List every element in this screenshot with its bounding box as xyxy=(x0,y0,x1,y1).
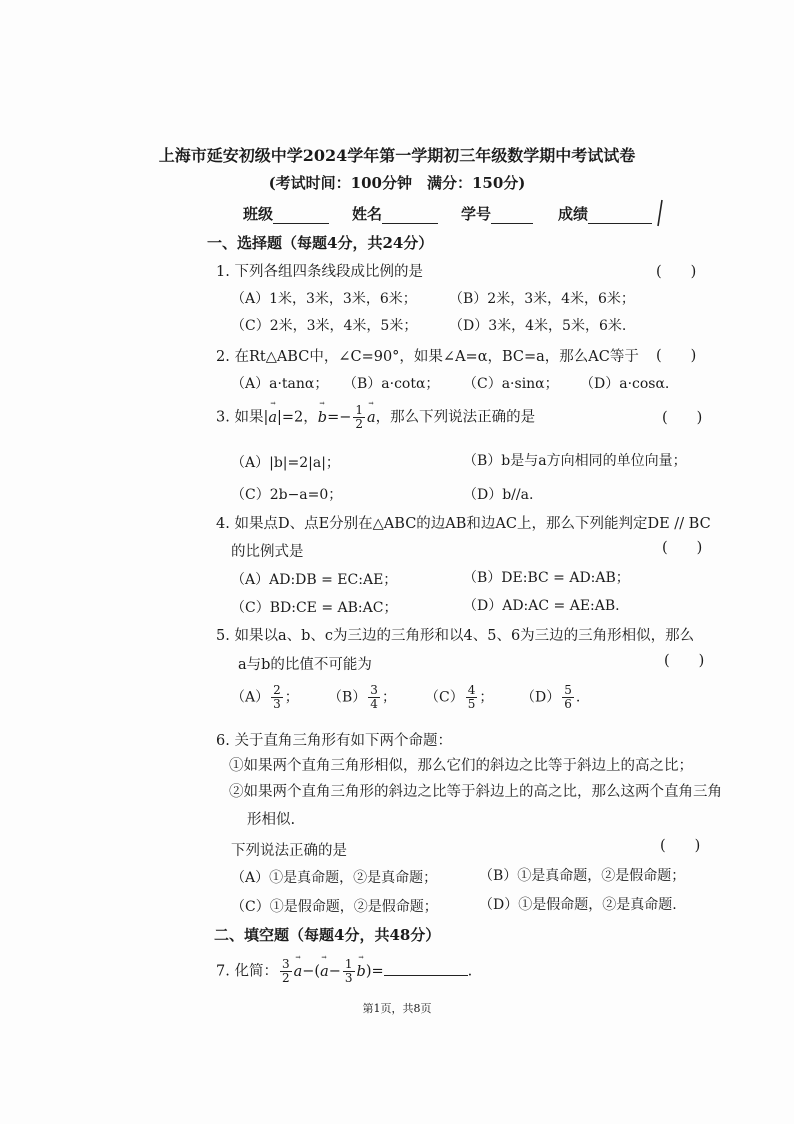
q3-option-c: （C）2b−a=0； xyxy=(231,487,343,503)
q5-option-b-fraction xyxy=(368,684,380,711)
name-blank xyxy=(382,209,438,224)
q5-d-num: 5 xyxy=(564,683,572,697)
q5-option-a-fraction xyxy=(271,684,283,711)
q3-stem xyxy=(216,404,535,431)
q1-stem: 1. 下列各组四条线段成比例的是 xyxy=(216,264,423,280)
name-label: 姓名 xyxy=(352,205,383,223)
exam-subtitle: (考试时间：100分钟 满分：150分) xyxy=(268,174,526,192)
score-label: 成绩 xyxy=(558,205,589,223)
q2-stem: 2. 在Rt△ABC中，∠C=90°，如果∠A=α，BC=a，那么AC等于 xyxy=(216,349,639,365)
vector-a-2: → a xyxy=(367,410,376,426)
q5-option-d xyxy=(521,684,580,711)
q7-mid: −( xyxy=(302,963,321,980)
q5-b-den: 4 xyxy=(370,697,378,711)
q7-minus: − xyxy=(328,963,341,980)
q2-option-c: （C）a·sinα； xyxy=(463,376,559,392)
section-choice-heading: 一、选择题（每题4分，共24分） xyxy=(207,234,434,252)
q3-option-b: （B）b是与a方向相同的单位向量； xyxy=(463,453,687,469)
q7-answer-blank[interactable] xyxy=(384,963,468,976)
q5-stem-line2: a与b的比值不可能为 xyxy=(238,657,372,673)
q6-proposition-2-line2: 形相似. xyxy=(247,812,296,828)
q6-option-c: （C）①是假命题，②是假命题； xyxy=(231,899,438,915)
score-field xyxy=(558,203,652,224)
q5-b-sep: ； xyxy=(381,689,396,706)
q5-option-d-label: （D） xyxy=(521,689,561,706)
q7-n1: 3 xyxy=(281,957,290,971)
q3-stem-mid: |=2， xyxy=(277,409,318,426)
q5-option-b xyxy=(328,684,396,711)
q6-answer-paren: ( ) xyxy=(660,838,701,854)
q5-c-num: 4 xyxy=(467,683,476,697)
q3-stem-tail: ，那么下列说法正确的是 xyxy=(375,409,536,426)
q7-vector-a-2: → a xyxy=(320,964,329,980)
q5-a-num: 2 xyxy=(273,683,281,697)
q6-proposition-2-line1: ②如果两个直角三角形的斜边之比等于斜边上的高之比，那么这两个直角三角 xyxy=(229,784,722,800)
q4-option-b: （B）DE:BC = AD:AB； xyxy=(463,570,630,586)
q1-option-c: （C）2米，3米，4米，5米； xyxy=(231,318,418,334)
q7-fraction-2 xyxy=(343,958,355,985)
q6-ask: 下列说法正确的是 xyxy=(231,843,347,859)
student-id-field xyxy=(461,203,533,224)
q4-option-d: （D）AD:AC = AE:AB. xyxy=(463,598,620,614)
q5-option-b-label: （B） xyxy=(328,689,367,706)
q7-vector-a: → a xyxy=(294,964,303,980)
q3-stem-pre: 3. 如果| xyxy=(216,409,269,426)
q2-option-a: （A）a·tanα； xyxy=(231,376,329,392)
q4-stem-line2: 的比例式是 xyxy=(231,544,304,560)
q5-option-a-label: （A） xyxy=(231,689,270,706)
q4-option-c: （C）BD:CE = AB:AC； xyxy=(231,600,398,616)
q6-proposition-1: ①如果两个直角三角形相似，那么它们的斜边之比等于斜边上的高之比； xyxy=(229,758,693,774)
q7-vector-b: → b xyxy=(357,964,366,980)
class-field xyxy=(243,203,329,224)
q5-b-num: 3 xyxy=(370,683,378,697)
pen-stroke-mark xyxy=(652,198,668,228)
q6-option-b: （B）①是真命题，②是假命题； xyxy=(479,868,686,884)
q7-close: )= xyxy=(365,963,384,980)
q5-option-c-label: （C） xyxy=(425,689,464,706)
q7-fraction-1 xyxy=(280,958,292,985)
class-label: 班级 xyxy=(243,205,274,223)
q6-option-d: （D）①是假命题，②是真命题. xyxy=(479,897,677,913)
q5-option-c-fraction xyxy=(466,684,478,711)
q4-stem-line1: 4. 如果点D、点E分别在△ABC的边AB和边AC上，那么下列能判定DE // BC xyxy=(216,516,711,532)
q5-d-end: . xyxy=(575,689,581,706)
class-blank xyxy=(273,209,329,224)
q7-n2: 1 xyxy=(344,957,353,971)
student-id-blank xyxy=(491,209,533,224)
q3-option-a: （A）|b|=2|a|； xyxy=(231,455,340,471)
q5-stem-line1: 5. 如果以a、b、c为三边的三角形和以4、5、6为三边的三角形相似，那么 xyxy=(216,628,695,644)
q6-stem: 6. 关于直角三角形有如下两个命题： xyxy=(216,733,452,749)
q1-option-b: （B）2米，3米，4米，6米； xyxy=(449,291,635,307)
q3-frac-num: 1 xyxy=(355,403,364,417)
q7-pre: 7. 化简： xyxy=(216,963,278,980)
q1-answer-paren: ( ) xyxy=(656,264,697,280)
q5-option-a xyxy=(231,684,299,711)
q5-option-d-fraction xyxy=(562,684,574,711)
vector-b: → b xyxy=(318,410,327,426)
q3-stem-eq: =− xyxy=(327,409,352,426)
q7-stem xyxy=(216,958,472,985)
q5-d-den: 6 xyxy=(564,697,572,711)
q4-option-a: （A）AD:DB = EC:AE； xyxy=(231,572,398,588)
q4-answer-paren: ( ) xyxy=(662,540,703,556)
q3-option-d: （D）b//a. xyxy=(463,487,534,503)
section-fill-heading: 二、填空题（每题4分，共48分） xyxy=(214,926,441,944)
q5-c-den: 5 xyxy=(467,697,476,711)
q5-a-sep: ； xyxy=(284,689,299,706)
q3-fraction xyxy=(353,404,365,431)
score-blank xyxy=(588,209,652,224)
exam-title: 上海市延安初级中学2024学年第一学期初三年级数学期中考试试卷 xyxy=(158,146,636,165)
q6-option-a: （A）①是真命题，②是真命题； xyxy=(231,870,438,886)
q3-frac-den: 2 xyxy=(355,417,364,431)
page-footer: 第1页，共8页 xyxy=(362,1002,432,1015)
q3-answer-paren: ( ) xyxy=(662,410,703,426)
q7-end: . xyxy=(467,963,473,980)
q7-d2: 3 xyxy=(344,971,353,985)
q2-answer-paren: ( ) xyxy=(656,348,697,364)
name-field xyxy=(352,203,438,224)
q5-answer-paren: ( ) xyxy=(664,653,705,669)
q5-option-c xyxy=(425,684,493,711)
student-id-label: 学号 xyxy=(461,205,492,223)
q1-option-a: （A）1米，3米，3米，6米； xyxy=(231,291,417,307)
vector-a: → a xyxy=(268,410,277,426)
q5-a-den: 3 xyxy=(273,697,281,711)
q7-d1: 2 xyxy=(281,971,290,985)
q2-option-d: （D）a·cosα. xyxy=(580,376,670,392)
q5-c-sep: ； xyxy=(479,689,494,706)
q1-option-d: （D）3米，4米，5米，6米. xyxy=(449,318,627,334)
q2-option-b: （B）a·cotα； xyxy=(343,376,440,392)
